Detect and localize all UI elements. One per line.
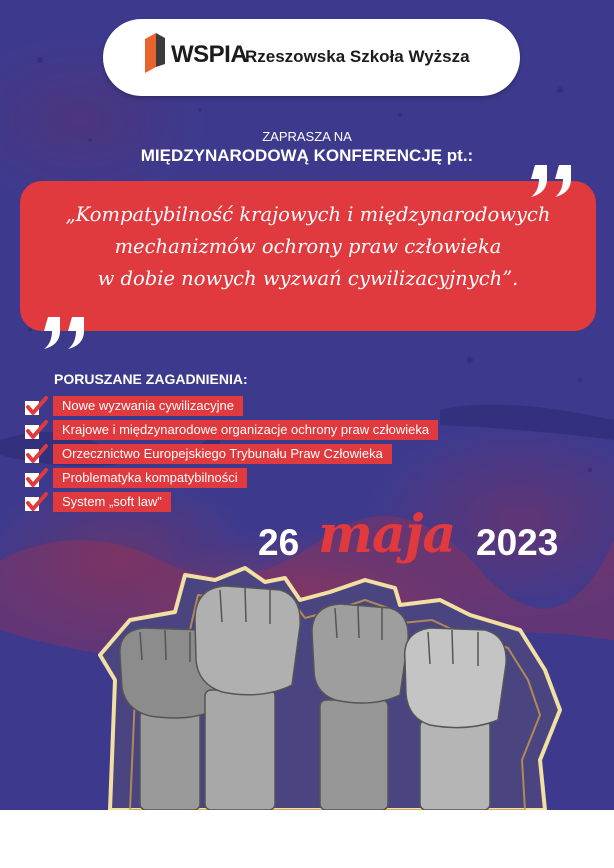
check-icon (24, 444, 48, 466)
date-year: 2023 (476, 522, 559, 563)
conference-title-line: w dobie nowych wyzwań cywilizacyjnych”. (97, 267, 519, 290)
conference-heading: MIĘDZYNARODOWĄ KONFERENCJĘ pt.: (140, 146, 474, 165)
raised-fists-illustration (0, 560, 614, 810)
date-month: maja (318, 504, 456, 565)
invite-line: ZAPRASZA NA (262, 129, 352, 144)
topic-label: Nowe wyzwania cywilizacyjne (53, 396, 243, 416)
logo-brand: WSPIA (171, 41, 248, 68)
quote-close-icon (525, 161, 581, 201)
check-icon (24, 396, 48, 418)
date-day: 26 (258, 522, 300, 563)
topics-heading: PORUSZANE ZAGADNIENIA: (54, 371, 248, 387)
quote-open-icon (38, 313, 94, 353)
logo-banner (103, 19, 520, 96)
topic-label: Problematyka kompatybilności (53, 468, 247, 488)
conference-title (20, 199, 596, 295)
school-name: Rzeszowska Szkoła Wyższa (245, 47, 470, 66)
conference-title-line: mechanizmów ochrony praw człowieka (114, 235, 502, 258)
topic-label: Krajowe i międzynarodowe organizacje ochrony praw człowieka (53, 420, 438, 440)
conference-title-line: „Kompatybilność krajowych i międzynarodowych (65, 203, 551, 226)
check-icon (24, 420, 48, 442)
check-icon (24, 468, 48, 490)
wspia-logo-icon (142, 33, 168, 73)
topic-label: Orzecznictwo Europejskiego Trybunału Praw Człowieka (53, 444, 392, 464)
conference-title-box (20, 181, 596, 331)
topic-label: System „soft law” (53, 492, 171, 512)
